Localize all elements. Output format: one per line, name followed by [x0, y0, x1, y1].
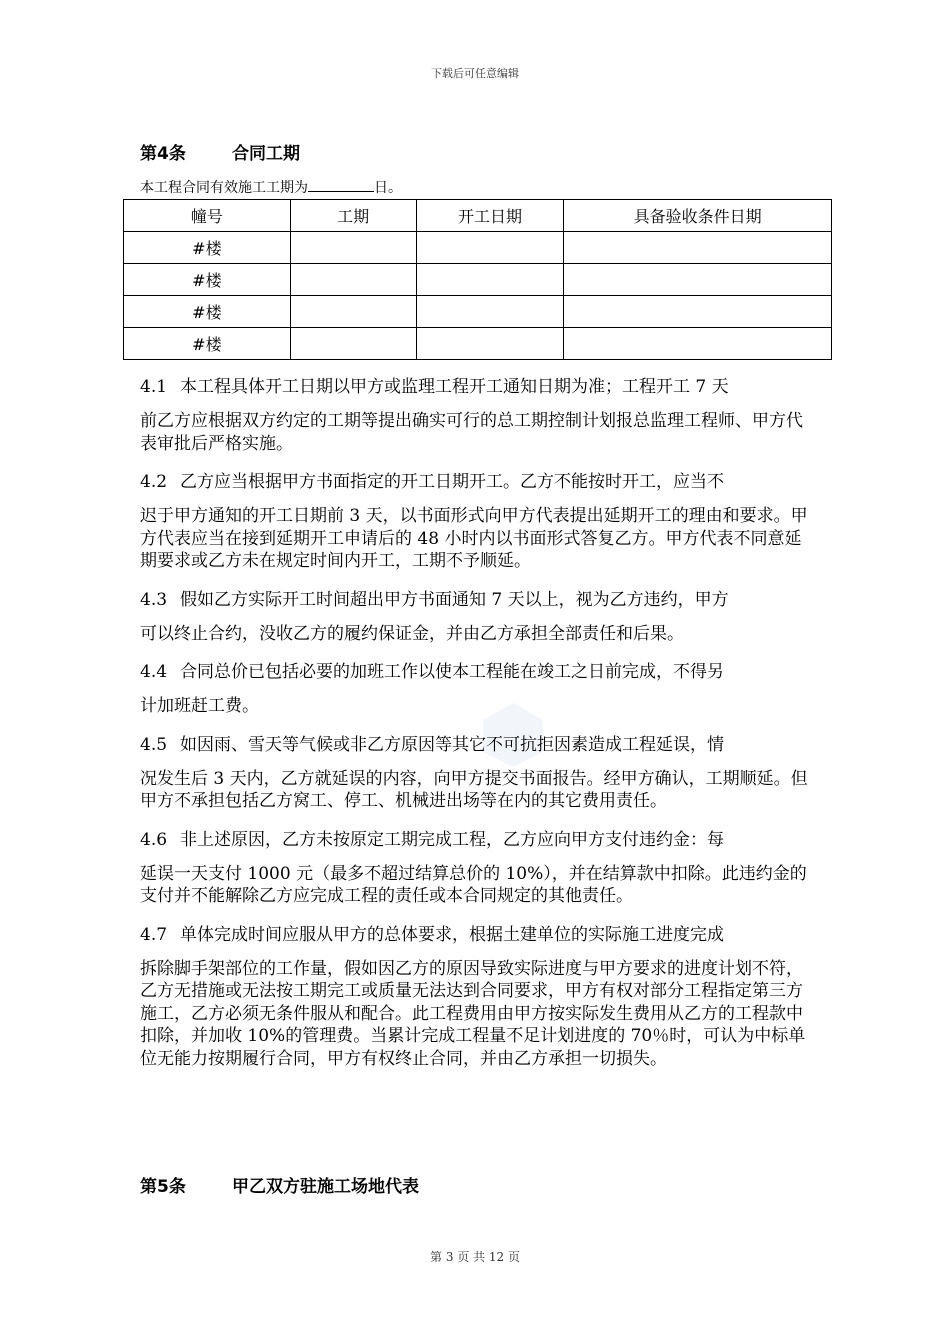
- table-cell: [290, 296, 416, 328]
- table-cell: #楼: [124, 232, 291, 264]
- section-5-heading: [140, 1172, 419, 1197]
- schedule-table: [123, 199, 832, 360]
- table-cell: [564, 328, 832, 360]
- clause-4-5: [140, 730, 812, 813]
- page-header: 下载后可任意编辑: [431, 67, 519, 80]
- clause-body: 可以终止合约，没收乙方的履约保证金，并由乙方承担全部责任和后果。: [140, 623, 684, 644]
- table-cell: [564, 264, 832, 296]
- clause-body: 拆除脚手架部位的工作量，假如因乙方的原因导致实际进度与甲方要求的进度计划不符，乙方无措施或无法按工期完工或质量无法达到合同要求，甲方有权对部分工程指定第三方施工，乙方必须无条件服从和配合。此工程费用由甲方按实际发生费用从乙方的工程款中扣除，并加收 10%的管理费。当累计完成工程量不足计划进度的 70％时，可认为中标单位无能力按期履行合同，甲方有权终止合同，并由乙方承担一切损失。: [140, 958, 806, 1069]
- table-cell: [416, 232, 564, 264]
- table-cell: [564, 296, 832, 328]
- clause-number: 4.2: [140, 472, 168, 492]
- table-cell: #楼: [124, 264, 291, 296]
- days-blank: [308, 179, 374, 192]
- section-4-title: 合同工期: [232, 144, 300, 164]
- table-cell: [290, 328, 416, 360]
- table-cell: [290, 232, 416, 264]
- section-5-title: 甲乙双方驻施工场地代表: [232, 1177, 419, 1197]
- clause-body: 况发生后 3 天内，乙方就延误的内容，向甲方提交书面报告。经甲方确认，工期顺延。但甲方不承担包括乙方窝工、停工、机械进出场等在内的其它费用责任。: [140, 768, 808, 811]
- clause-number: 4.6: [140, 829, 168, 850]
- clause-4-1: [140, 372, 812, 455]
- table-cell: #楼: [124, 296, 291, 328]
- clause-body: 迟于甲方通知的开工日期前 3 天，以书面形式向甲方代表提出延期开工的理由和要求。甲方代表应当在接到延期开工申请后的 48 小时内以书面形式答复乙方。甲方代表不同意延期要求或乙方未在规定时间内开工，工期不予顺延。: [140, 506, 808, 571]
- table-cell: [416, 296, 564, 328]
- table-row: [124, 328, 832, 360]
- table-cell: [564, 232, 832, 264]
- clause-4-4: [140, 657, 812, 718]
- clause-first-line: 乙方应当根据甲方书面指定的开工日期开工。乙方不能按时开工，应当不: [180, 472, 724, 492]
- clause-number: 4.4: [140, 662, 168, 682]
- clause-4-2: [140, 467, 812, 573]
- section-4-heading: [140, 139, 300, 164]
- clause-first-line: 本工程具体开工日期以甲方或监理工程开工通知日期为准；工程开工 7 天: [180, 377, 729, 397]
- construction-period-intro: [140, 177, 402, 197]
- clause-4-3: [140, 585, 812, 646]
- table-cell: [290, 264, 416, 296]
- section-4-number: 第4条: [140, 144, 186, 164]
- clause-first-line: 非上述原因，乙方未按原定工期完成工程，乙方应向甲方支付违约金：每: [180, 829, 724, 850]
- table-header-cell: 开工日期: [416, 200, 564, 232]
- clause-first-line: 如因雨、雪天等气候或非乙方原因等其它不可抗拒因素造成工程延误，情: [180, 734, 724, 755]
- clause-body: 延误一天支付 1000 元（最多不超过结算总价的 10%），并在结算款中扣除。此违约金的支付并不能解除乙方应完成工程的责任或本合同规定的其他责任。: [140, 863, 807, 906]
- table-header-cell: 幢号: [124, 200, 291, 232]
- clause-body: 计加班赶工费。: [140, 696, 259, 716]
- clause-4-6: [140, 825, 812, 908]
- table-cell: [416, 328, 564, 360]
- page-footer: 第 3 页 共 12 页: [430, 1250, 520, 1264]
- table-row: [124, 296, 832, 328]
- intro-after-text: 日。: [374, 180, 402, 196]
- section-5-number: 第5条: [140, 1177, 186, 1197]
- clause-first-line: 单体完成时间应服从甲方的总体要求，根据土建单位的实际施工进度完成: [180, 924, 724, 945]
- clause-first-line: 合同总价已包括必要的加班工作以使本工程能在竣工之日前完成，不得另: [180, 662, 724, 682]
- table-header-row: [124, 200, 832, 232]
- clause-number: 4.5: [140, 734, 168, 755]
- table-cell: #楼: [124, 328, 291, 360]
- clause-body: 前乙方应根据双方约定的工期等提出确实可行的总工期控制计划报总监理工程师、甲方代表审批后严格实施。: [140, 411, 803, 454]
- clause-list: [140, 372, 812, 1082]
- clause-number: 4.1: [140, 377, 168, 397]
- clause-number: 4.3: [140, 589, 168, 610]
- clause-4-7: [140, 920, 812, 1071]
- clause-first-line: 假如乙方实际开工时间超出甲方书面通知 7 天以上，视为乙方违约，甲方: [180, 589, 729, 610]
- intro-before-text: 本工程合同有效施工工期为: [140, 180, 308, 196]
- table-row: [124, 264, 832, 296]
- table-header-cell: 具备验收条件日期: [564, 200, 832, 232]
- table-header-cell: 工期: [290, 200, 416, 232]
- clause-number: 4.7: [140, 924, 168, 945]
- table-row: [124, 232, 832, 264]
- table-cell: [416, 264, 564, 296]
